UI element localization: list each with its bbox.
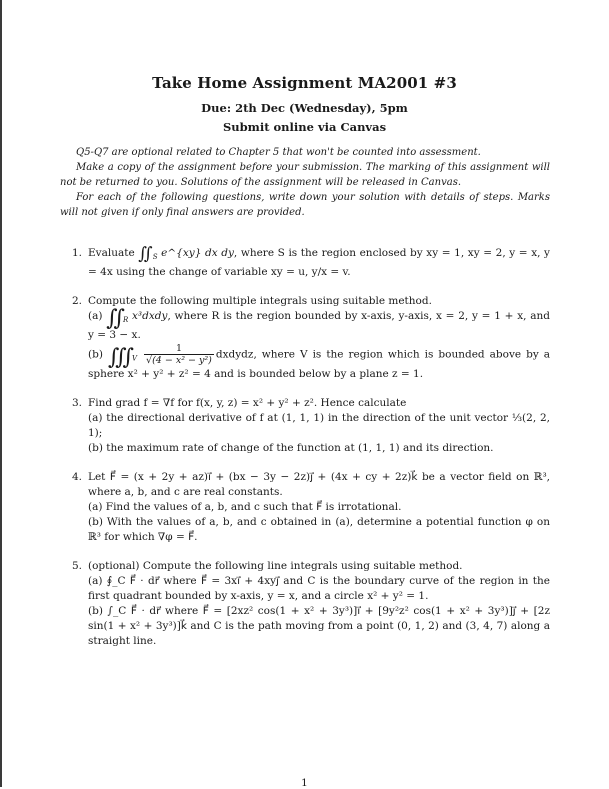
triple-integral-symbol: ∭	[107, 344, 128, 370]
q5-part-a: (a) ∮_C F⃗ · dr⃗ where F⃗ = 3xi⃗ + 4xyj⃗ and C is the boundary curve of the region in the first quadrant bounded by x-axis, y = x, and a circle x² + y² = 1.	[88, 574, 550, 602]
question-number: 2.	[72, 295, 83, 308]
q3-part-a: (a) the directional derivative of f at (1, 1, 1) in the direction of the unit vector ⅓(2, 2, 1);	[88, 411, 550, 439]
due-date: Due: 2th Dec (Wednesday), 5pm	[201, 101, 408, 115]
submission-note: Submit online via Canvas	[222, 120, 387, 134]
instructions	[60, 145, 550, 220]
question-1: 1. Evaluate ∬ $_S$ e^{xy} dx dy, where S is the region enclosed by xy = 1, xy = 2, y = x, y = 4x using the change of variable xy = u, y/x = v.	[72, 244, 550, 279]
instruction-line: Q5-Q7 are optional related to Chapter 5 that won't be counted into assessment.	[76, 147, 481, 158]
question-5	[60, 559, 550, 649]
document-header	[0, 74, 609, 134]
question-number: 1.	[72, 247, 83, 259]
question-number: 5.	[72, 559, 83, 572]
q4-text: Let F⃗ = (x + 2y + az)i⃗ + (bx − 3y − 2z)j⃗ + (4x + cy + 2z)k⃗ be a vector field on ℝ³, where a, b, and c are real constants.	[88, 470, 550, 498]
q2-part-b: (b) ∭ $_V$ $\frac{1}{\text{√(4 − x² − y²)}}$ dxdydz, where V is the region which is bounded above by a sphere x² + y² + z² = 4 and is bounded below by a plane z = 1.	[88, 343, 551, 380]
question-number: 4.	[72, 470, 83, 483]
question-4	[60, 470, 550, 545]
double-integral-symbol: ∬	[106, 306, 119, 332]
q1-text: , where S is the region enclosed by xy = 1, xy = 2, y = x, y = 4x using the change of variable xy = u, y/x = v.	[88, 247, 550, 279]
question-3	[60, 396, 550, 456]
q3-text: Find grad f = ∇f for f(x, y, z) = x² + y² + z². Hence calculate	[88, 396, 407, 409]
q5-text: (optional) Compute the following line integrals using suitable method.	[88, 559, 463, 572]
q5-part-b: (b) ∫_C F⃗ · dr⃗ where F⃗ = [2xz² cos(1 + x² + 3y³)]i⃗ + [9y²z² cos(1 + x² + 3y³)]j⃗ + [2z sin(1 + x² + 3y³)]k⃗ and C is the path moving from a point (0, 1, 2) and (3, 4, 7) along a straight line.	[88, 604, 550, 647]
page-number: 1	[301, 777, 308, 789]
question-number: 3.	[72, 396, 83, 409]
fraction: $\frac{1}{\text{√(4 − x² − y²)}}$	[146, 343, 212, 367]
assignment-title: Take Home Assignment MA2001 #3	[152, 74, 457, 92]
q3-part-b: (b) the maximum rate of change of the function at (1, 1, 1) and its direction.	[88, 441, 494, 454]
question-list	[60, 246, 550, 663]
q1-integrand: e^{xy} dx dy	[161, 247, 234, 259]
q2-part-a: (a) ∬ $_R$ x³dxdy, where R is the region bounded by x-axis, y-axis, x = 2, y = 1 + x, and y = 3 − x.	[88, 306, 550, 342]
double-integral-symbol: ∬	[138, 244, 149, 264]
instruction-line: Make a copy of the assignment before your submission. The marking of this assignment will not be returned to you. Solutions of the assignment will be released in Canvas.	[60, 162, 550, 188]
instruction-line: For each of the following questions, write down your solution with details of steps. Marks will not given if only final answers are provided.	[60, 192, 550, 218]
q1-lead: Evaluate	[88, 247, 135, 259]
q2-text: Compute the following multiple integrals using suitable method.	[88, 295, 432, 308]
question-2	[60, 294, 550, 382]
q4-part-b: (b) With the values of a, b, and c obtained in (a), determine a potential function φ on ℝ³ for which ∇φ = F⃗.	[88, 515, 550, 543]
q4-part-a: (a) Find the values of a, b, and c such that F⃗ is irrotational.	[88, 500, 402, 513]
